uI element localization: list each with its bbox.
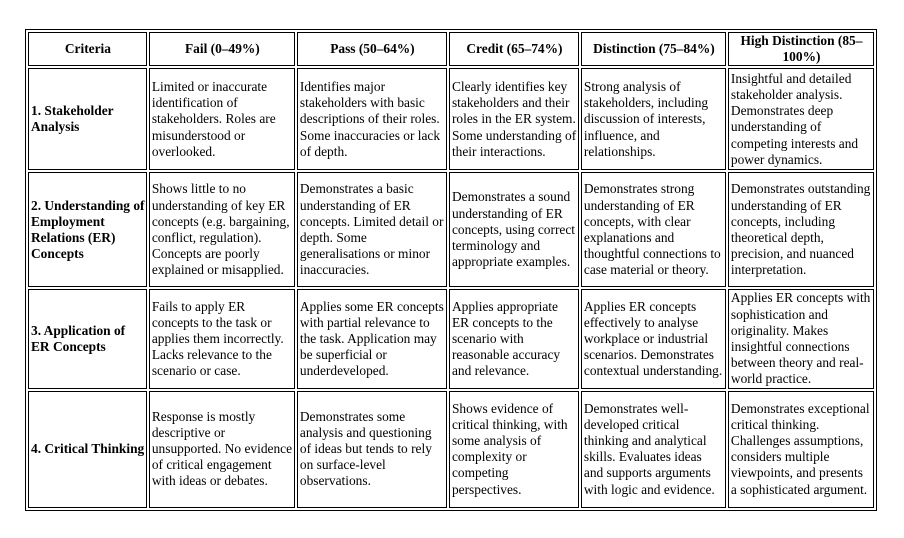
header-criteria: Criteria	[28, 32, 147, 66]
header-credit: Credit (65–74%)	[449, 32, 579, 66]
table-row	[28, 289, 874, 388]
fail-cell: Shows little to no understanding of key ER concepts (e.g. bargaining, conflict, regulation). Concepts are poorly explained or misapplied.	[149, 172, 295, 287]
high-distinction-cell: Insightful and detailed stakeholder analysis. Demonstrates deep understanding of competing interests and power dynamics.	[728, 68, 874, 170]
fail-cell: Response is mostly descriptive or unsupported. No evidence of critical engagement with ideas or debates.	[149, 391, 295, 508]
high-distinction-cell: Demonstrates exceptional critical thinking. Challenges assumptions, considers multiple viewpoints, and presents a sophisticated argument.	[728, 391, 874, 508]
credit-cell: Clearly identifies key stakeholders and their roles in the ER system. Some understanding of their interactions.	[449, 68, 579, 170]
credit-cell: Demonstrates a sound understanding of ER concepts, using correct terminology and appropriate examples.	[449, 172, 579, 287]
header-row	[28, 32, 874, 66]
credit-cell: Shows evidence of critical thinking, with some analysis of complexity or competing perspectives.	[449, 391, 579, 508]
fail-cell: Fails to apply ER concepts to the task or applies them incorrectly. Lacks relevance to the scenario or case.	[149, 289, 295, 388]
pass-cell: Identifies major stakeholders with basic descriptions of their roles. Some inaccuracies or lack of depth.	[297, 68, 447, 170]
pass-cell: Applies some ER concepts with partial relevance to the task. Application may be superficial or underdeveloped.	[297, 289, 447, 388]
high-distinction-cell: Applies ER concepts with sophistication and originality. Makes insightful connections between theory and real-world practice.	[728, 289, 874, 388]
table-row	[28, 172, 874, 287]
distinction-cell: Applies ER concepts effectively to analyse workplace or industrial scenarios. Demonstrates contextual understanding.	[581, 289, 726, 388]
credit-cell: Applies appropriate ER concepts to the scenario with reasonable accuracy and relevance.	[449, 289, 579, 388]
header-fail: Fail (0–49%)	[149, 32, 295, 66]
rubric-table	[25, 29, 877, 511]
criterion-cell: 1. Stakeholder Analysis	[28, 68, 147, 170]
distinction-cell: Demonstrates strong understanding of ER concepts, with clear explanations and thoughtful connections to case material or theory.	[581, 172, 726, 287]
criterion-cell: 4. Critical Thinking	[28, 391, 147, 508]
high-distinction-cell: Demonstrates outstanding understanding of ER concepts, including theoretical depth, precision, and nuanced interpretation.	[728, 172, 874, 287]
pass-cell: Demonstrates some analysis and questioning of ideas but tends to rely on surface-level observations.	[297, 391, 447, 508]
header-high-distinction: High Distinction (85–100%)	[728, 32, 874, 66]
distinction-cell: Demonstrates well-developed critical thinking and analytical skills. Evaluates ideas and supports arguments with logic and evidence.	[581, 391, 726, 508]
distinction-cell: Strong analysis of stakeholders, including discussion of interests, influence, and relationships.	[581, 68, 726, 170]
criterion-cell: 2. Understanding of Employment Relations (ER) Concepts	[28, 172, 147, 287]
fail-cell: Limited or inaccurate identification of stakeholders. Roles are misunderstood or overlooked.	[149, 68, 295, 170]
pass-cell: Demonstrates a basic understanding of ER concepts. Limited detail or depth. Some generalisations or minor inaccuracies.	[297, 172, 447, 287]
table-row	[28, 391, 874, 508]
table-row	[28, 68, 874, 170]
criterion-cell: 3. Application of ER Concepts	[28, 289, 147, 388]
header-pass: Pass (50–64%)	[297, 32, 447, 66]
header-distinction: Distinction (75–84%)	[581, 32, 726, 66]
